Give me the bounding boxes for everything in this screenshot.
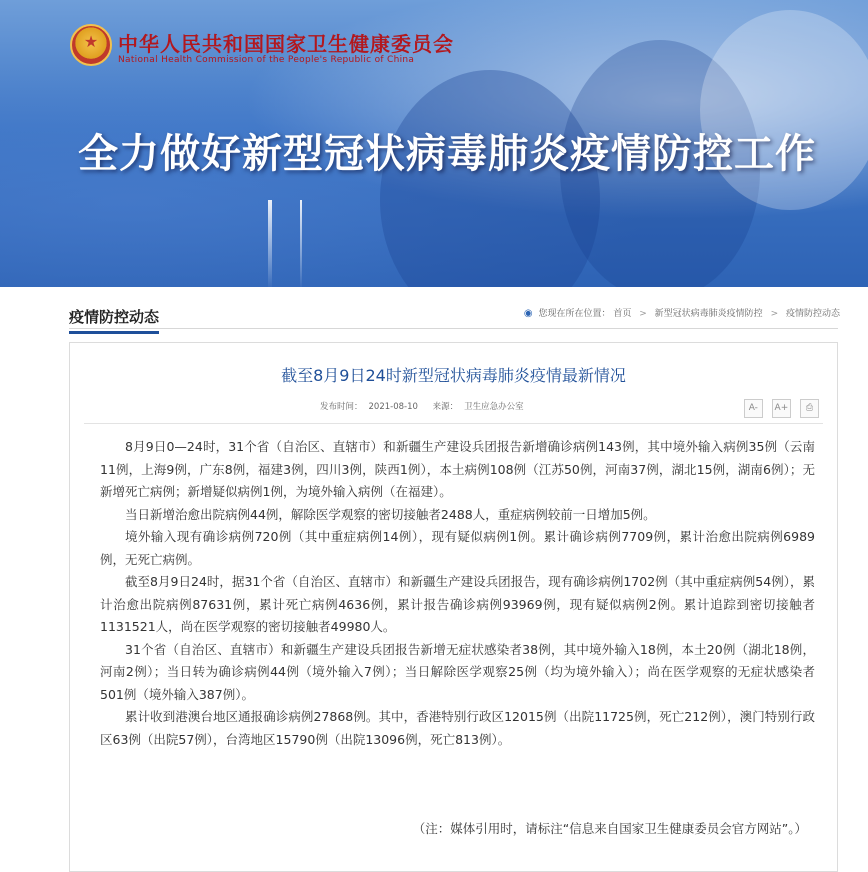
article-paragraph: 31个省（自治区、直辖市）和新疆生产建设兵团报告新增无症状感染者38例，其中境外输入18例，本土20例（湖北18例，河南2例）；当日转为确诊病例44例（境外输入7例）；当日解除医学观察25例（均为境外输入）；尚在医学观察的无症状感染者501例（境外输入387例）。 xyxy=(100,641,815,702)
national-emblem-icon[interactable] xyxy=(70,24,112,66)
print-button[interactable] xyxy=(800,399,819,418)
banner-light-beam xyxy=(300,200,302,287)
article-divider xyxy=(84,423,823,424)
article-paragraph: 境外输入现有确诊病例720例（其中重症病例14例），现有疑似病例1例。累计确诊病例7709例，累计治愈出院病例6989例，无死亡病例。 xyxy=(100,529,815,567)
section-divider xyxy=(69,328,838,329)
article-panel xyxy=(69,342,838,872)
breadcrumb xyxy=(524,306,840,319)
source-name: 卫生应急办公室 xyxy=(464,402,524,412)
breadcrumb-prefix: 您现在所在位置： xyxy=(538,309,611,319)
org-name-english[interactable]: National Health Commission of the People's Republic of China xyxy=(118,55,415,65)
print-icon: ⎙ xyxy=(805,403,814,413)
article-paragraph: 累计收到港澳台地区通报确诊病例27868例。其中，香港特别行政区12015例（出院11725例，死亡212例），澳门特别行政区63例（出院57例），台湾地区15790例（出院13096例，死亡813例）。 xyxy=(100,709,815,747)
banner-slogan: 全力做好新型冠状病毒肺炎疫情防控工作 xyxy=(78,131,816,177)
font-enlarge-button[interactable]: A+ xyxy=(772,399,791,418)
article-paragraph: 当日新增治愈出院病例44例，解除医学观察的密切接触者2488人，重症病例较前一日增加5例。 xyxy=(125,506,656,522)
article-tools xyxy=(740,395,819,418)
breadcrumb-home-link[interactable]: 首页 xyxy=(613,309,632,319)
article-paragraph: 8月9日0—24时，31个省（自治区、直辖市）和新疆生产建设兵团报告新增确诊病例143例，其中境外输入病例35例（云南11例，上海9例，广东8例，福建3例，四川3例，陕西1例），本土病例108例（江苏50例，河南37例，湖北15例，湖南6例）；无新增死亡病例；新增疑似病例1例，为境外输入病例（在福建）。 xyxy=(100,439,815,499)
breadcrumb-epidemic-link[interactable]: 新型冠状病毒肺炎疫情防控 xyxy=(654,309,763,319)
source-label: 来源： xyxy=(432,402,459,412)
article-paragraph: 截至8月9日24时，据31个省（自治区、直辖市）和新疆生产建设兵团报告，现有确诊病例1702例（其中重症病例54例），累计治愈出院病例87631例，累计死亡病例4636例，累计报告确诊病例93969例，现有疑似病例2例。累计追踪到密切接触者1131521人，尚在医学观察的密切接触者49980人。 xyxy=(100,574,815,634)
header-banner xyxy=(0,0,868,287)
breadcrumb-separator: > xyxy=(639,309,647,319)
article-title: 截至8月9日24时新型冠状病毒肺炎疫情最新情况 xyxy=(281,366,626,385)
banner-figure xyxy=(700,10,868,210)
font-shrink-button[interactable]: A- xyxy=(744,399,763,418)
section-title: 疫情防控动态 xyxy=(69,306,159,334)
publish-label: 发布时间： xyxy=(320,402,363,412)
location-pin-icon: ◉ xyxy=(523,308,533,319)
article-meta xyxy=(320,400,536,412)
breadcrumb-separator: > xyxy=(770,309,779,319)
article-body xyxy=(100,436,815,751)
breadcrumb-current-link[interactable]: 疫情防控动态 xyxy=(785,309,840,319)
org-name-chinese[interactable]: 中华人民共和国国家卫生健康委员会 xyxy=(118,32,454,56)
banner-light-beam xyxy=(268,200,272,287)
citation-note: （注：媒体引用时，请标注“信息来自国家卫生健康委员会官方网站”。） xyxy=(412,821,807,836)
publish-date: 2021-08-10 xyxy=(368,402,418,412)
